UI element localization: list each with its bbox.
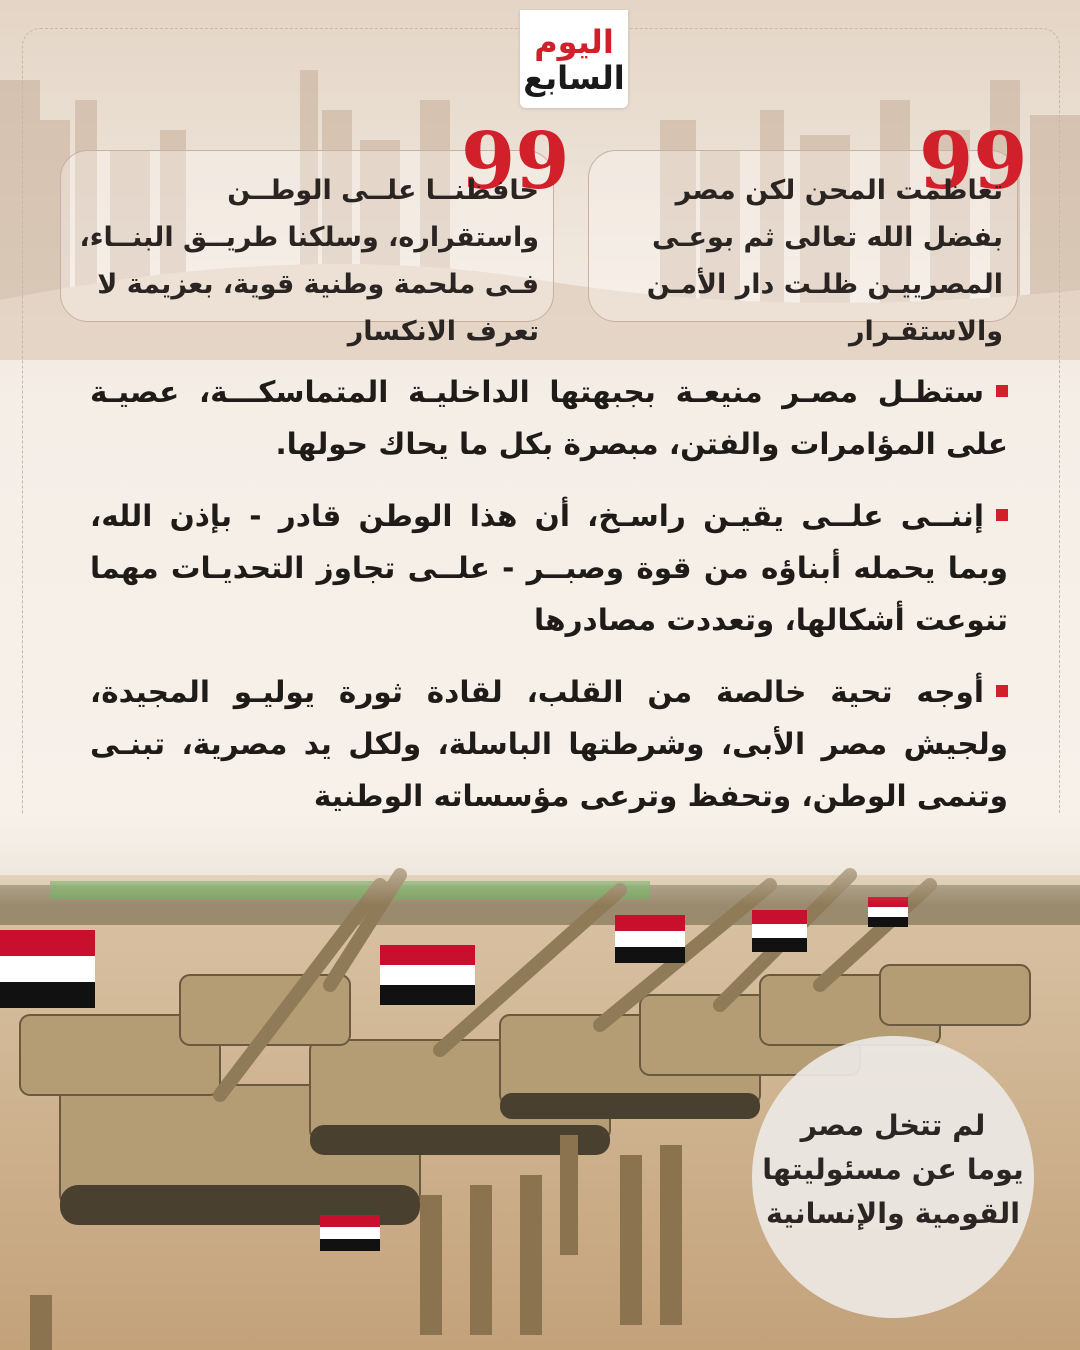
callout-line2: يوما عن مسئوليتها [762, 1153, 1024, 1186]
quote-mark-icon: 99 [461, 116, 570, 207]
callout-line3: القومية والإنسانية [765, 1197, 1021, 1230]
brand-logo [520, 10, 628, 108]
callout-text [752, 1104, 1034, 1236]
bullet-text: أوجه تحية خالصة من القلب، لقادة ثورة يوليـو المجيدة، ولجيش مصر الأبى، وشرطتها الباسلة، ولكل يد مصرية، تبنـى وتنمى الوطن، وتحفظ وترعى مؤسساته الوطنية [90, 675, 1008, 813]
bullet-item [90, 366, 1008, 470]
red-square-icon [996, 685, 1008, 697]
callout-circle [752, 1036, 1034, 1318]
bullet-item [90, 666, 1008, 822]
quote-text-right: تعاظمت المحن لكن مصر بفضل الله تعالى ثم بوعـى المصرييـن ظلـت دار الأمـن والاستقـرار [646, 175, 1003, 347]
quote-box-left [60, 116, 570, 347]
callout-line1: لم تتخل مصر [800, 1109, 986, 1142]
photo-fade [0, 815, 1080, 905]
red-square-icon [996, 509, 1008, 521]
quote-box-right [588, 116, 1028, 347]
red-square-icon [996, 385, 1008, 397]
bullet-item [90, 490, 1008, 646]
bullet-text: إننــى علــى يقيـن راسـخ، أن هذا الوطن قادر - بإذن الله، وبما يحمله أبناؤه من قوة وصبــر - علــى تجاوز التحديـات مهما تنوعت أشكالها، وتعددت مصادرها [90, 499, 1008, 637]
logo-line2: السابع [523, 59, 625, 97]
bullet-list [90, 366, 1008, 842]
logo-line1: اليوم [534, 23, 614, 61]
quote-mark-icon: 99 [919, 116, 1028, 207]
quote-text-left: حافظنــا علــى الوطــن واستقراره، وسلكنا طريــق البنــاء، فـى ملحمة وطنية قوية، بعزيمة لا تعرف الانكسار [79, 175, 539, 347]
bullet-text: ستظـل مصـر منيعـة بجبهتها الداخليـة المتماسكـــة، عصيـة على المؤامرات والفتن، مبصرة بكل ما يحاك حولها. [90, 375, 1008, 461]
